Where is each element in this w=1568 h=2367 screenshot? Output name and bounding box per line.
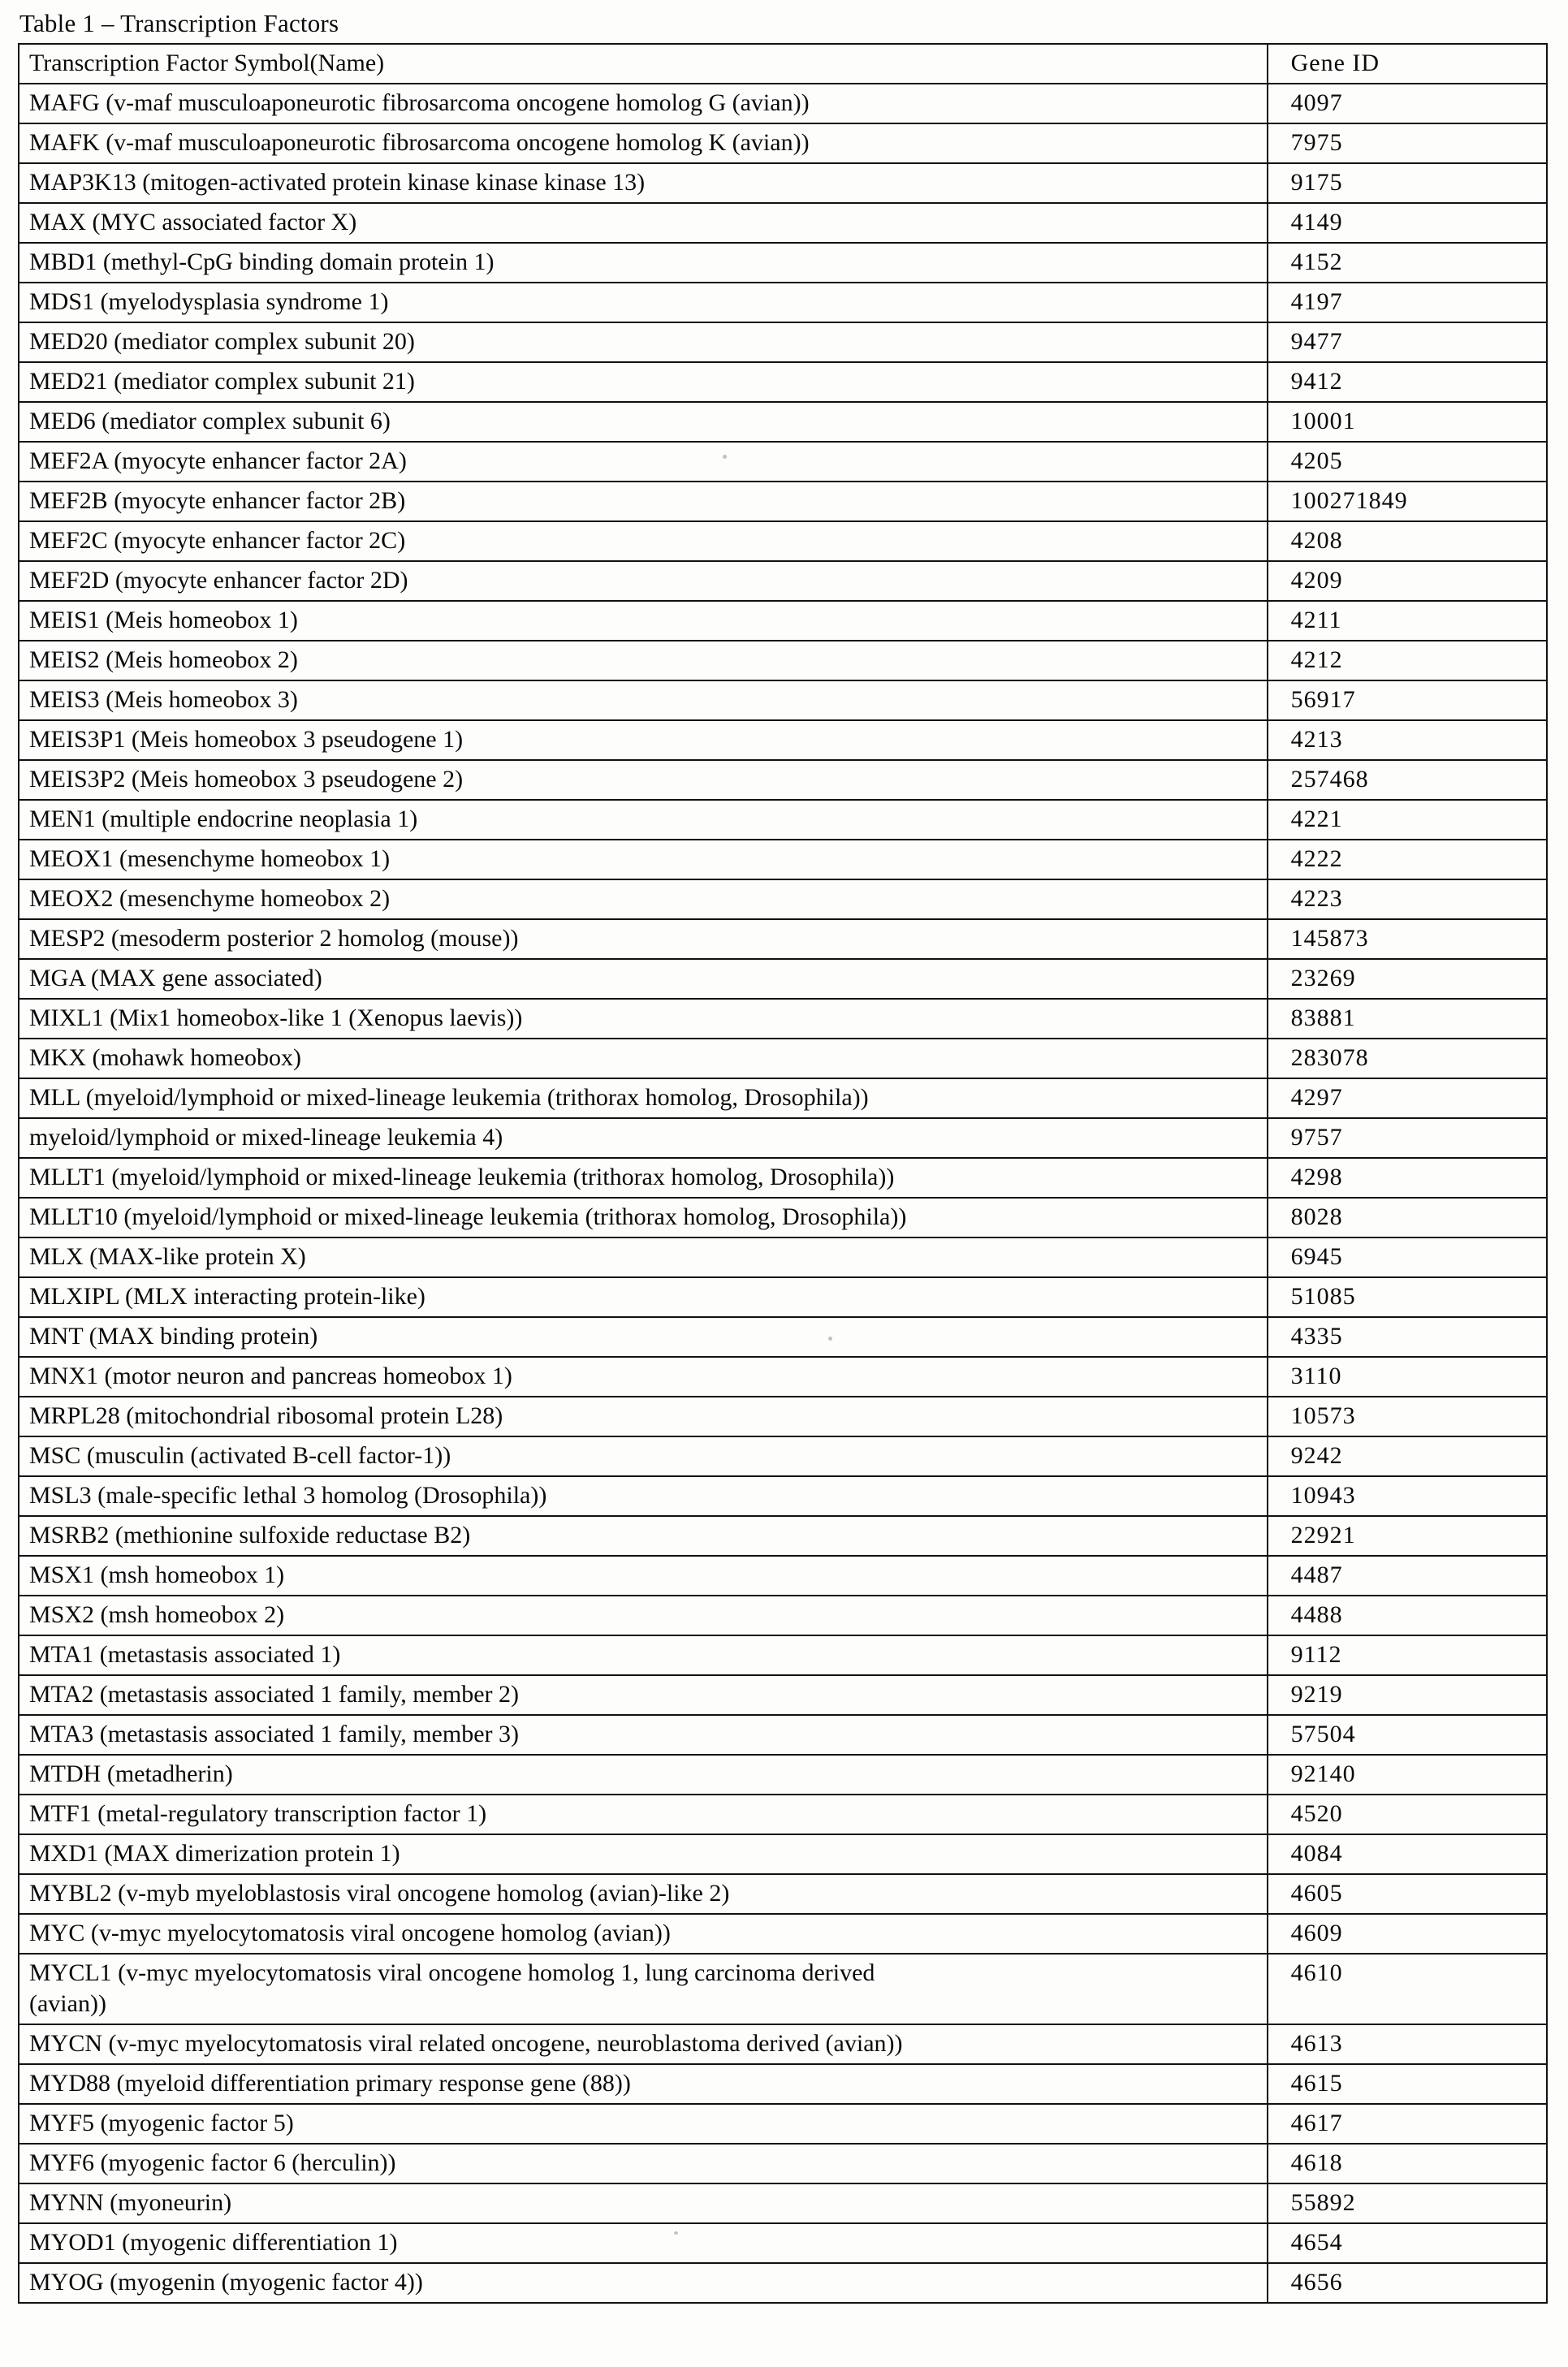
- transcription-factor-symbol: MKX (mohawk homeobox): [19, 1039, 1268, 1078]
- gene-id-value: 145873: [1268, 919, 1547, 959]
- transcription-factor-symbol: MLL (myeloid/lymphoid or mixed-lineage leukemia (trithorax homolog, Drosophila)): [19, 1078, 1268, 1118]
- transcription-factor-symbol: MTA1 (metastasis associated 1): [19, 1635, 1268, 1675]
- transcription-factor-symbol: MGA (MAX gene associated): [19, 959, 1268, 999]
- transcription-factor-symbol: MEOX1 (mesenchyme homeobox 1): [19, 840, 1268, 879]
- transcription-factor-symbol: MED20 (mediator complex subunit 20): [19, 322, 1268, 362]
- scan-artifact-dot: [828, 1337, 832, 1341]
- gene-id-value: 4297: [1268, 1078, 1547, 1118]
- table-row: [19, 1198, 1547, 1237]
- transcription-factor-symbol: MYC (v-myc myelocytomatosis viral oncogene homolog (avian)): [19, 1914, 1268, 1954]
- column-header-gene-id: Gene ID: [1268, 44, 1547, 84]
- table-row: [19, 402, 1547, 442]
- gene-id-value: 9219: [1268, 1675, 1547, 1715]
- table-row: [19, 601, 1547, 641]
- gene-id-value: 4617: [1268, 2104, 1547, 2144]
- table-row: [19, 1317, 1547, 1357]
- table-row: [19, 760, 1547, 800]
- transcription-factor-symbol: MSX1 (msh homeobox 1): [19, 1556, 1268, 1596]
- table-row: [19, 322, 1547, 362]
- gene-id-value: 4613: [1268, 2024, 1547, 2064]
- transcription-factor-symbol: MEIS3 (Meis homeobox 3): [19, 680, 1268, 720]
- transcription-factor-symbol: MAP3K13 (mitogen-activated protein kinase kinase kinase 13): [19, 163, 1268, 203]
- table-row: [19, 2223, 1547, 2263]
- table-row: [19, 680, 1547, 720]
- table-body: [19, 84, 1547, 2303]
- gene-id-value: 92140: [1268, 1755, 1547, 1795]
- transcription-factor-symbol: MYBL2 (v-myb myeloblastosis viral oncogene homolog (avian)-like 2): [19, 1874, 1268, 1914]
- table-row: [19, 840, 1547, 879]
- transcription-factor-symbol: MTDH (metadherin): [19, 1755, 1268, 1795]
- gene-id-value: 3110: [1268, 1357, 1547, 1397]
- table-row: [19, 1715, 1547, 1755]
- gene-id-value: 10001: [1268, 402, 1547, 442]
- gene-id-value: 4654: [1268, 2223, 1547, 2263]
- gene-id-value: 4212: [1268, 641, 1547, 680]
- table-row: [19, 720, 1547, 760]
- transcription-factor-symbol: MLLT10 (myeloid/lymphoid or mixed-lineage leukemia (trithorax homolog, Drosophila)): [19, 1198, 1268, 1237]
- transcription-factor-symbol: MTF1 (metal-regulatory transcription factor 1): [19, 1795, 1268, 1834]
- table-row: [19, 2064, 1547, 2104]
- table-row: [19, 561, 1547, 601]
- transcription-factor-symbol: MNT (MAX binding protein): [19, 1317, 1268, 1357]
- transcription-factor-symbol: MEF2D (myocyte enhancer factor 2D): [19, 561, 1268, 601]
- transcription-factor-symbol: MYF6 (myogenic factor 6 (herculin)): [19, 2144, 1268, 2183]
- transcription-factor-symbol: MYCL1 (v-myc myelocytomatosis viral oncogene homolog 1, lung carcinoma derived (avian)): [19, 1954, 1268, 2024]
- gene-id-value: 9112: [1268, 1635, 1547, 1675]
- transcription-factor-symbol: MYD88 (myeloid differentiation primary response gene (88)): [19, 2064, 1268, 2104]
- table-row: [19, 1277, 1547, 1317]
- table-row: [19, 203, 1547, 243]
- gene-id-value: 4223: [1268, 879, 1547, 919]
- transcription-factor-symbol: MEF2A (myocyte enhancer factor 2A): [19, 442, 1268, 482]
- table-row: [19, 1397, 1547, 1436]
- gene-id-value: 257468: [1268, 760, 1547, 800]
- scan-artifact-dot: [723, 455, 727, 459]
- gene-id-value: 100271849: [1268, 482, 1547, 521]
- table-row: [19, 879, 1547, 919]
- table-row: [19, 442, 1547, 482]
- gene-id-value: 9242: [1268, 1436, 1547, 1476]
- table-row: [19, 1635, 1547, 1675]
- gene-id-value: 4618: [1268, 2144, 1547, 2183]
- transcription-factor-symbol: MSRB2 (methionine sulfoxide reductase B2): [19, 1516, 1268, 1556]
- transcription-factor-symbol: MTA3 (metastasis associated 1 family, member 3): [19, 1715, 1268, 1755]
- table-row: [19, 1516, 1547, 1556]
- gene-id-value: 51085: [1268, 1277, 1547, 1317]
- transcription-factor-symbol: MEOX2 (mesenchyme homeobox 2): [19, 879, 1268, 919]
- gene-id-value: 4222: [1268, 840, 1547, 879]
- gene-id-value: 4610: [1268, 1954, 1547, 2024]
- table-row: [19, 521, 1547, 561]
- table-row: [19, 1795, 1547, 1834]
- gene-id-value: 4605: [1268, 1874, 1547, 1914]
- table-row: [19, 482, 1547, 521]
- table-row: [19, 2104, 1547, 2144]
- table-row: [19, 362, 1547, 402]
- gene-id-value: 22921: [1268, 1516, 1547, 1556]
- table-header-row: [19, 44, 1547, 84]
- gene-id-value: 10943: [1268, 1476, 1547, 1516]
- transcription-factor-symbol: MAX (MYC associated factor X): [19, 203, 1268, 243]
- transcription-factor-symbol: MLLT1 (myeloid/lymphoid or mixed-lineage leukemia (trithorax homolog, Drosophila)): [19, 1158, 1268, 1198]
- table-row: [19, 1039, 1547, 1078]
- gene-id-value: 7975: [1268, 123, 1547, 163]
- gene-id-value: 4335: [1268, 1317, 1547, 1357]
- gene-id-value: 4149: [1268, 203, 1547, 243]
- transcription-factor-symbol: MLXIPL (MLX interacting protein-like): [19, 1277, 1268, 1317]
- table-row: [19, 243, 1547, 283]
- gene-id-value: 9477: [1268, 322, 1547, 362]
- gene-id-value: 4298: [1268, 1158, 1547, 1198]
- transcription-factor-symbol: MBD1 (methyl-CpG binding domain protein 1): [19, 243, 1268, 283]
- transcription-factor-symbol: MRPL28 (mitochondrial ribosomal protein L28): [19, 1397, 1268, 1436]
- gene-id-value: 4520: [1268, 1795, 1547, 1834]
- column-header-symbol: Transcription Factor Symbol(Name): [19, 44, 1268, 84]
- table-row: [19, 1237, 1547, 1277]
- transcription-factor-symbol: MEIS3P1 (Meis homeobox 3 pseudogene 1): [19, 720, 1268, 760]
- table-row: [19, 1556, 1547, 1596]
- gene-id-value: 8028: [1268, 1198, 1547, 1237]
- scan-artifact-dot: [674, 2231, 678, 2235]
- table-row: [19, 1357, 1547, 1397]
- table-row: [19, 2144, 1547, 2183]
- table-row: [19, 1476, 1547, 1516]
- table-title: Table 1 – Transcription Factors: [19, 9, 339, 37]
- table-row: [19, 1874, 1547, 1914]
- table-row: [19, 919, 1547, 959]
- gene-id-value: 23269: [1268, 959, 1547, 999]
- table-row: [19, 1914, 1547, 1954]
- transcription-factor-symbol: MEN1 (multiple endocrine neoplasia 1): [19, 800, 1268, 840]
- gene-id-value: 4205: [1268, 442, 1547, 482]
- table-row: [19, 283, 1547, 322]
- transcription-factor-symbol: MEIS2 (Meis homeobox 2): [19, 641, 1268, 680]
- transcription-factor-symbol: MYF5 (myogenic factor 5): [19, 2104, 1268, 2144]
- gene-id-value: 4097: [1268, 84, 1547, 123]
- gene-id-value: 83881: [1268, 999, 1547, 1039]
- gene-id-value: 4488: [1268, 1596, 1547, 1635]
- gene-id-value: 4615: [1268, 2064, 1547, 2104]
- table-row: [19, 641, 1547, 680]
- table-row: [19, 1118, 1547, 1158]
- table-row: [19, 163, 1547, 203]
- table-row: [19, 1675, 1547, 1715]
- table-row: [19, 800, 1547, 840]
- gene-id-value: 4211: [1268, 601, 1547, 641]
- transcription-factors-table: [18, 43, 1548, 2304]
- table-row: [19, 1755, 1547, 1795]
- transcription-factor-symbol: MYNN (myoneurin): [19, 2183, 1268, 2223]
- transcription-factor-symbol: MSL3 (male-specific lethal 3 homolog (Drosophila)): [19, 1476, 1268, 1516]
- table-row: [19, 2263, 1547, 2303]
- table-row: [19, 1834, 1547, 1874]
- table-row: [19, 1158, 1547, 1198]
- gene-id-value: 4609: [1268, 1914, 1547, 1954]
- transcription-factor-symbol: MYCN (v-myc myelocytomatosis viral related oncogene, neuroblastoma derived (avian)): [19, 2024, 1268, 2064]
- transcription-factor-symbol: myeloid/lymphoid or mixed-lineage leukemia 4): [19, 1118, 1268, 1158]
- gene-id-value: 4152: [1268, 243, 1547, 283]
- transcription-factor-symbol: MESP2 (mesoderm posterior 2 homolog (mouse)): [19, 919, 1268, 959]
- table-row: [19, 84, 1547, 123]
- transcription-factor-symbol: MED6 (mediator complex subunit 6): [19, 402, 1268, 442]
- table-row: [19, 2024, 1547, 2064]
- transcription-factor-symbol: MLX (MAX-like protein X): [19, 1237, 1268, 1277]
- transcription-factor-symbol: MEF2C (myocyte enhancer factor 2C): [19, 521, 1268, 561]
- gene-id-value: 4213: [1268, 720, 1547, 760]
- transcription-factor-symbol: MSC (musculin (activated B-cell factor-1)): [19, 1436, 1268, 1476]
- transcription-factor-symbol: MED21 (mediator complex subunit 21): [19, 362, 1268, 402]
- table-row: [19, 2183, 1547, 2223]
- transcription-factor-symbol: MYOG (myogenin (myogenic factor 4)): [19, 2263, 1268, 2303]
- gene-id-value: 55892: [1268, 2183, 1547, 2223]
- table-row: [19, 1954, 1547, 2024]
- table-row: [19, 1436, 1547, 1476]
- transcription-factor-symbol: MAFG (v-maf musculoaponeurotic fibrosarcoma oncogene homolog G (avian)): [19, 84, 1268, 123]
- gene-id-value: 6945: [1268, 1237, 1547, 1277]
- table-row: [19, 959, 1547, 999]
- transcription-factor-symbol: MEIS1 (Meis homeobox 1): [19, 601, 1268, 641]
- table-row: [19, 1078, 1547, 1118]
- transcription-factor-symbol: MEIS3P2 (Meis homeobox 3 pseudogene 2): [19, 760, 1268, 800]
- gene-id-value: 9175: [1268, 163, 1547, 203]
- transcription-factor-symbol: MEF2B (myocyte enhancer factor 2B): [19, 482, 1268, 521]
- gene-id-value: 4084: [1268, 1834, 1547, 1874]
- table-row: [19, 1596, 1547, 1635]
- transcription-factor-symbol: MSX2 (msh homeobox 2): [19, 1596, 1268, 1635]
- gene-id-value: 9412: [1268, 362, 1547, 402]
- table-row: [19, 999, 1547, 1039]
- gene-id-value: 4221: [1268, 800, 1547, 840]
- gene-id-value: 4487: [1268, 1556, 1547, 1596]
- gene-id-value: 4208: [1268, 521, 1547, 561]
- table-row: [19, 123, 1547, 163]
- transcription-factor-symbol: MNX1 (motor neuron and pancreas homeobox 1): [19, 1357, 1268, 1397]
- gene-id-value: 9757: [1268, 1118, 1547, 1158]
- gene-id-value: 56917: [1268, 680, 1547, 720]
- transcription-factor-symbol: MAFK (v-maf musculoaponeurotic fibrosarcoma oncogene homolog K (avian)): [19, 123, 1268, 163]
- gene-id-value: 4197: [1268, 283, 1547, 322]
- gene-id-value: 4656: [1268, 2263, 1547, 2303]
- transcription-factor-symbol: MDS1 (myelodysplasia syndrome 1): [19, 283, 1268, 322]
- gene-id-value: 283078: [1268, 1039, 1547, 1078]
- gene-id-value: 57504: [1268, 1715, 1547, 1755]
- gene-id-value: 4209: [1268, 561, 1547, 601]
- transcription-factor-symbol: MTA2 (metastasis associated 1 family, member 2): [19, 1675, 1268, 1715]
- transcription-factor-symbol: MXD1 (MAX dimerization protein 1): [19, 1834, 1268, 1874]
- gene-id-value: 10573: [1268, 1397, 1547, 1436]
- transcription-factor-symbol: MIXL1 (Mix1 homeobox-like 1 (Xenopus laevis)): [19, 999, 1268, 1039]
- transcription-factor-symbol: MYOD1 (myogenic differentiation 1): [19, 2223, 1268, 2263]
